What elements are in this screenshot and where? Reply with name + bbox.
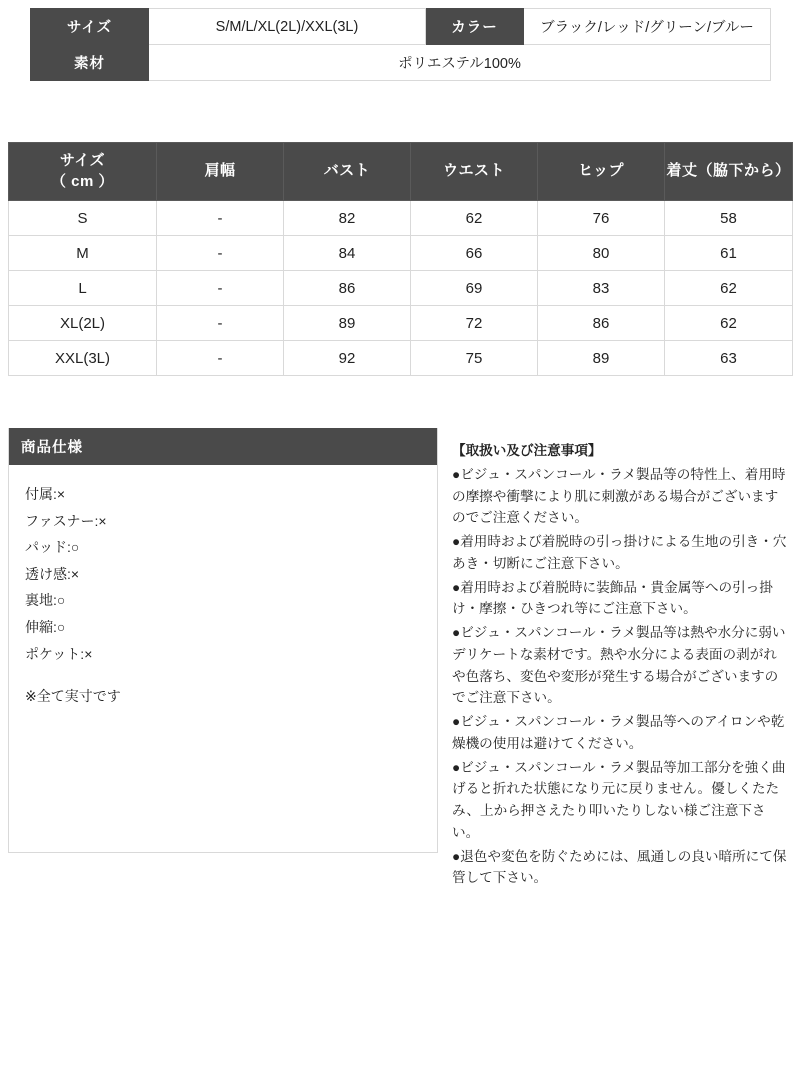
table-row xyxy=(9,341,793,376)
cell-waist: 69 xyxy=(411,271,538,306)
caution-item: ●退色や変色を防ぐためには、風通しの良い暗所にて保管して下さい。 xyxy=(452,848,787,886)
caution-item: ●ビジュ・スパンコール・ラメ製品等へのアイロンや乾燥機の使用は避けてください。 xyxy=(452,714,785,751)
caution-item: ●着用時および着脱時に装飾品・貴金属等への引っ掛け・摩擦・ひきつれ等にご注意下さい。 xyxy=(452,579,773,617)
cell-size: XXL(3L) xyxy=(9,341,157,376)
cell-shoulder: - xyxy=(157,236,284,271)
cell-length: 62 xyxy=(665,306,793,341)
spec-item-pocket: ポケット:× xyxy=(25,645,93,662)
cell-length: 62 xyxy=(665,271,793,306)
table-row xyxy=(9,236,793,271)
size-chart-header-size xyxy=(9,143,157,201)
spec-label-color: カラー xyxy=(426,9,524,45)
product-spec-summary-table xyxy=(30,8,771,81)
size-chart-table xyxy=(8,142,793,376)
table-row xyxy=(31,9,771,45)
size-chart-header-size-line2: （ cm ） xyxy=(50,172,114,190)
cell-hip: 86 xyxy=(538,306,665,341)
cell-bust: 89 xyxy=(284,306,411,341)
spec-item-pad: パッド:○ xyxy=(25,539,80,556)
table-row xyxy=(9,306,793,341)
caution-item: ●ビジュ・スパンコール・ラメ製品等の特性上、着用時の摩擦や衝撃により肌に刺激がある場合がございますのでご注意ください。 xyxy=(452,466,786,526)
cell-waist: 62 xyxy=(411,201,538,236)
size-chart-header-row xyxy=(9,143,793,201)
cell-bust: 86 xyxy=(284,271,411,306)
cell-bust: 82 xyxy=(284,201,411,236)
cell-size: XL(2L) xyxy=(9,306,157,341)
cell-hip: 80 xyxy=(538,236,665,271)
cell-size: S xyxy=(9,201,157,236)
lower-section xyxy=(8,428,792,891)
cell-shoulder: - xyxy=(157,341,284,376)
spec-item-zipper: ファスナー:× xyxy=(25,512,107,529)
product-spec-box xyxy=(8,428,438,853)
spec-item-sheerness: 透け感:× xyxy=(25,565,80,582)
cell-size: M xyxy=(9,236,157,271)
cell-waist: 66 xyxy=(411,236,538,271)
cell-shoulder: - xyxy=(157,201,284,236)
cell-waist: 72 xyxy=(411,306,538,341)
product-spec-title: 商品仕様 xyxy=(9,428,437,465)
size-chart-header-shoulder: 肩幅 xyxy=(157,143,284,201)
size-chart-header-hip: ヒップ xyxy=(538,143,665,201)
spec-item-stretch: 伸縮:○ xyxy=(25,618,66,635)
size-chart-header-length: 着丈（脇下から） xyxy=(665,143,793,201)
spec-label-material: 素材 xyxy=(31,45,149,81)
table-row xyxy=(9,201,793,236)
spec-value-color: ブラック/レッド/グリーン/ブルー xyxy=(524,9,771,45)
caution-item: ●着用時および着脱時の引っ掛けによる生地の引き・穴あき・切断にご注意下さい。 xyxy=(452,534,787,571)
spec-value-material: ポリエステル100% xyxy=(149,45,771,81)
cautions-title: 【取扱い及び注意事項】 xyxy=(452,443,602,458)
cell-length: 58 xyxy=(665,201,793,236)
spec-value-size: S/M/L/XL(2L)/XXL(3L) xyxy=(149,9,426,45)
spec-label-size: サイズ xyxy=(31,9,149,45)
cell-hip: 89 xyxy=(538,341,665,376)
cell-bust: 84 xyxy=(284,236,411,271)
size-chart-header-size-line1: サイズ xyxy=(59,152,106,170)
product-spec-body xyxy=(9,465,437,720)
table-row xyxy=(31,45,771,81)
table-row xyxy=(9,271,793,306)
cell-length: 61 xyxy=(665,236,793,271)
spec-item-lining: 裏地:○ xyxy=(25,592,66,609)
cautions-block xyxy=(452,428,788,891)
cell-shoulder: - xyxy=(157,271,284,306)
caution-item: ●ビジュ・スパンコール・ラメ製品等は熱や水分に弱いデリケートな素材です。熱や水分による表面の剥がれや色落ち、変色や変形が発生する場合がございますのでご注意下さい。 xyxy=(452,625,786,706)
cell-hip: 83 xyxy=(538,271,665,306)
cell-hip: 76 xyxy=(538,201,665,236)
spec-item-accessory: 付属:× xyxy=(25,486,66,502)
cell-waist: 75 xyxy=(411,341,538,376)
size-chart-header-waist: ウエスト xyxy=(411,143,538,201)
cell-bust: 92 xyxy=(284,341,411,376)
cell-size: L xyxy=(9,271,157,306)
size-chart-header-bust: バスト xyxy=(284,143,411,201)
spec-measurement-note: ※全て実寸です xyxy=(25,688,121,705)
cell-length: 63 xyxy=(665,341,793,376)
cell-shoulder: - xyxy=(157,306,284,341)
caution-item: ●ビジュ・スパンコール・ラメ製品等加工部分を強く曲げると折れた状態になり元に戻りません。優しくたたみ、上から押さえたり叩いたりしない様ご注意下さい。 xyxy=(452,759,786,840)
